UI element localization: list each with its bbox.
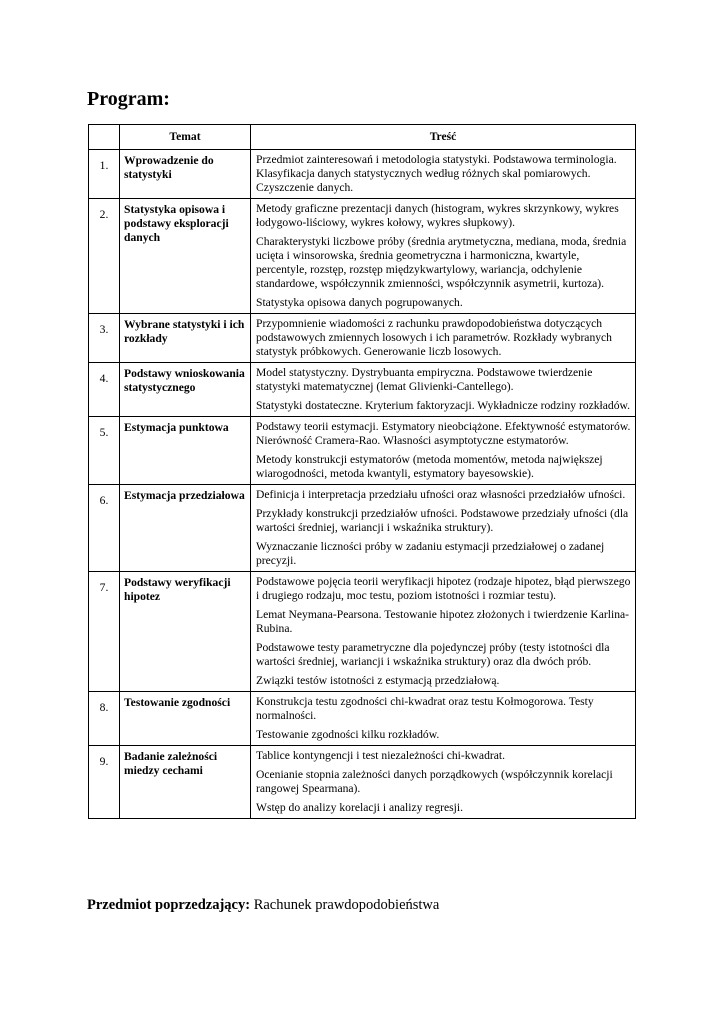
row-content [251,485,636,572]
row-content [251,199,636,314]
content-paragraph: Przedmiot zainteresowań i metodologia statystyki. Podstawowa terminologia. Klasyfikacja danych statystycznych według różnych skal pomiarowych. Czyszczenie danych. [256,153,617,194]
content-paragraph: Lemat Neymana-Pearsona. Testowanie hipotez złożonych i twierdzenie Karlina-Rubina. [256,608,630,635]
row-content [251,314,636,363]
table-row [89,746,636,819]
content-paragraph: Związki testów istotności z estymacją przedziałową. [256,674,500,687]
row-number: 8. [89,692,120,746]
row-topic: Wybrane statystyki i ich rozkłady [120,314,251,363]
row-number: 3. [89,314,120,363]
content-paragraph: Konstrukcja testu zgodności chi-kwadrat oraz testu Kołmogorowa. Testy normalności. [256,695,594,722]
row-content [251,692,636,746]
content-paragraph: Podstawy teorii estymacji. Estymatory nieobciążone. Efektywność estymatorów. Nierówność Cramera-Rao. Własności asymptotyczne estymatorów. [256,420,631,447]
table-row [89,572,636,692]
content-paragraph: Podstawowe testy parametryczne dla pojedynczej próby (testy istotności dla wartości średniej, wariancji i wskaźnika struktury) oraz dla dwóch prób. [256,641,610,668]
row-content [251,746,636,819]
row-topic: Podstawy weryfikacji hipotez [120,572,251,692]
row-topic: Estymacja przedziałowa [120,485,251,572]
content-paragraph: Statystyki dostateczne. Kryterium faktoryzacji. Wykładnicze rodziny rozkładów. [256,399,631,412]
prerequisite-line [87,896,439,914]
row-number: 1. [89,150,120,199]
content-paragraph: Metody konstrukcji estymatorów (metoda momentów, metoda największej wiarogodności, metoda kwantyli, estymatory bayesowskie). [256,453,603,480]
row-number: 2. [89,199,120,314]
row-content [251,572,636,692]
row-topic: Badanie zależności miedzy cechami [120,746,251,819]
table-row [89,314,636,363]
row-number: 6. [89,485,120,572]
header-number [89,125,120,150]
program-table [88,124,636,819]
row-number: 7. [89,572,120,692]
row-content [251,150,636,199]
content-paragraph: Podstawowe pojęcia teorii weryfikacji hipotez (rodzaje hipotez, błąd pierwszego i drugiego rodzaju, moc testu, poziom istotności i rozmiar testu). [256,575,631,602]
content-paragraph: Tablice kontyngencji i test niezależności chi-kwadrat. [256,749,505,762]
row-topic: Testowanie zgodności [120,692,251,746]
content-paragraph: Definicja i interpretacja przedziału ufności oraz własności przedziałów ufności. [256,488,626,501]
row-number: 9. [89,746,120,819]
row-topic: Wprowadzenie do statystyki [120,150,251,199]
prerequisite-label: Przedmiot poprzedzający: [87,897,251,913]
header-content: Treść [251,125,636,150]
header-topic: Temat [120,125,251,150]
content-paragraph: Metody graficzne prezentacji danych (histogram, wykres skrzynkowy, wykres łodygowo-liściowy, wykres kołowy, wykres słupkowy). [256,202,619,229]
table-row [89,199,636,314]
content-paragraph: Ocenianie stopnia zależności danych porządkowych (współczynnik korelacji rangowej Spearmana). [256,768,613,795]
table-row [89,417,636,485]
content-paragraph: Przykłady konstrukcji przedziałów ufności. Podstawowe przedziały ufności (dla wartości średniej, wariancji i wskaźnika struktury). [256,507,629,534]
row-topic: Estymacja punktowa [120,417,251,485]
content-paragraph: Testowanie zgodności kilku rozkładów. [256,728,440,741]
content-paragraph: Charakterystyki liczbowe próby (średnia arytmetyczna, mediana, moda, średnia ucięta i winsorowska, średnia geometryczna i harmoniczna, kwartyle, percentyle, rozstęp, rozstęp międzykwartylowy, wariancja, odchylenie standardowe, współczynnik zmienności, współczynnik asymetrii, kurtoza). [256,235,627,290]
row-content [251,417,636,485]
row-number: 5. [89,417,120,485]
row-topic: Podstawy wnioskowania statystycznego [120,363,251,417]
prerequisite-value: Rachunek prawdopodobieństwa [253,897,440,913]
content-paragraph: Model statystyczny. Dystrybuanta empiryczna. Podstawowe twierdzenie statystyki matematycznej (lemat Glivienki-Cantellego). [256,366,593,393]
table-header-row [89,125,636,150]
content-paragraph: Wyznaczanie liczności próby w zadaniu estymacji przedziałowej o zadanej precyzji. [256,540,605,567]
table-row [89,485,636,572]
table-row [89,363,636,417]
row-content [251,363,636,417]
content-paragraph: Przypomnienie wiadomości z rachunku prawdopodobieństwa dotyczących podstawowych zmiennych losowych i ich parametrów. Rozkłady wybranych statystyk próbkowych. Generowanie liczb losowych. [256,317,612,358]
content-paragraph: Statystyka opisowa danych pogrupowanych. [256,296,463,309]
table-row [89,692,636,746]
row-topic: Statystyka opisowa i podstawy eksploracji danych [120,199,251,314]
page-title: Program: [87,88,170,110]
table-row [89,150,636,199]
row-number: 4. [89,363,120,417]
content-paragraph: Wstęp do analizy korelacji i analizy regresji. [256,801,463,814]
